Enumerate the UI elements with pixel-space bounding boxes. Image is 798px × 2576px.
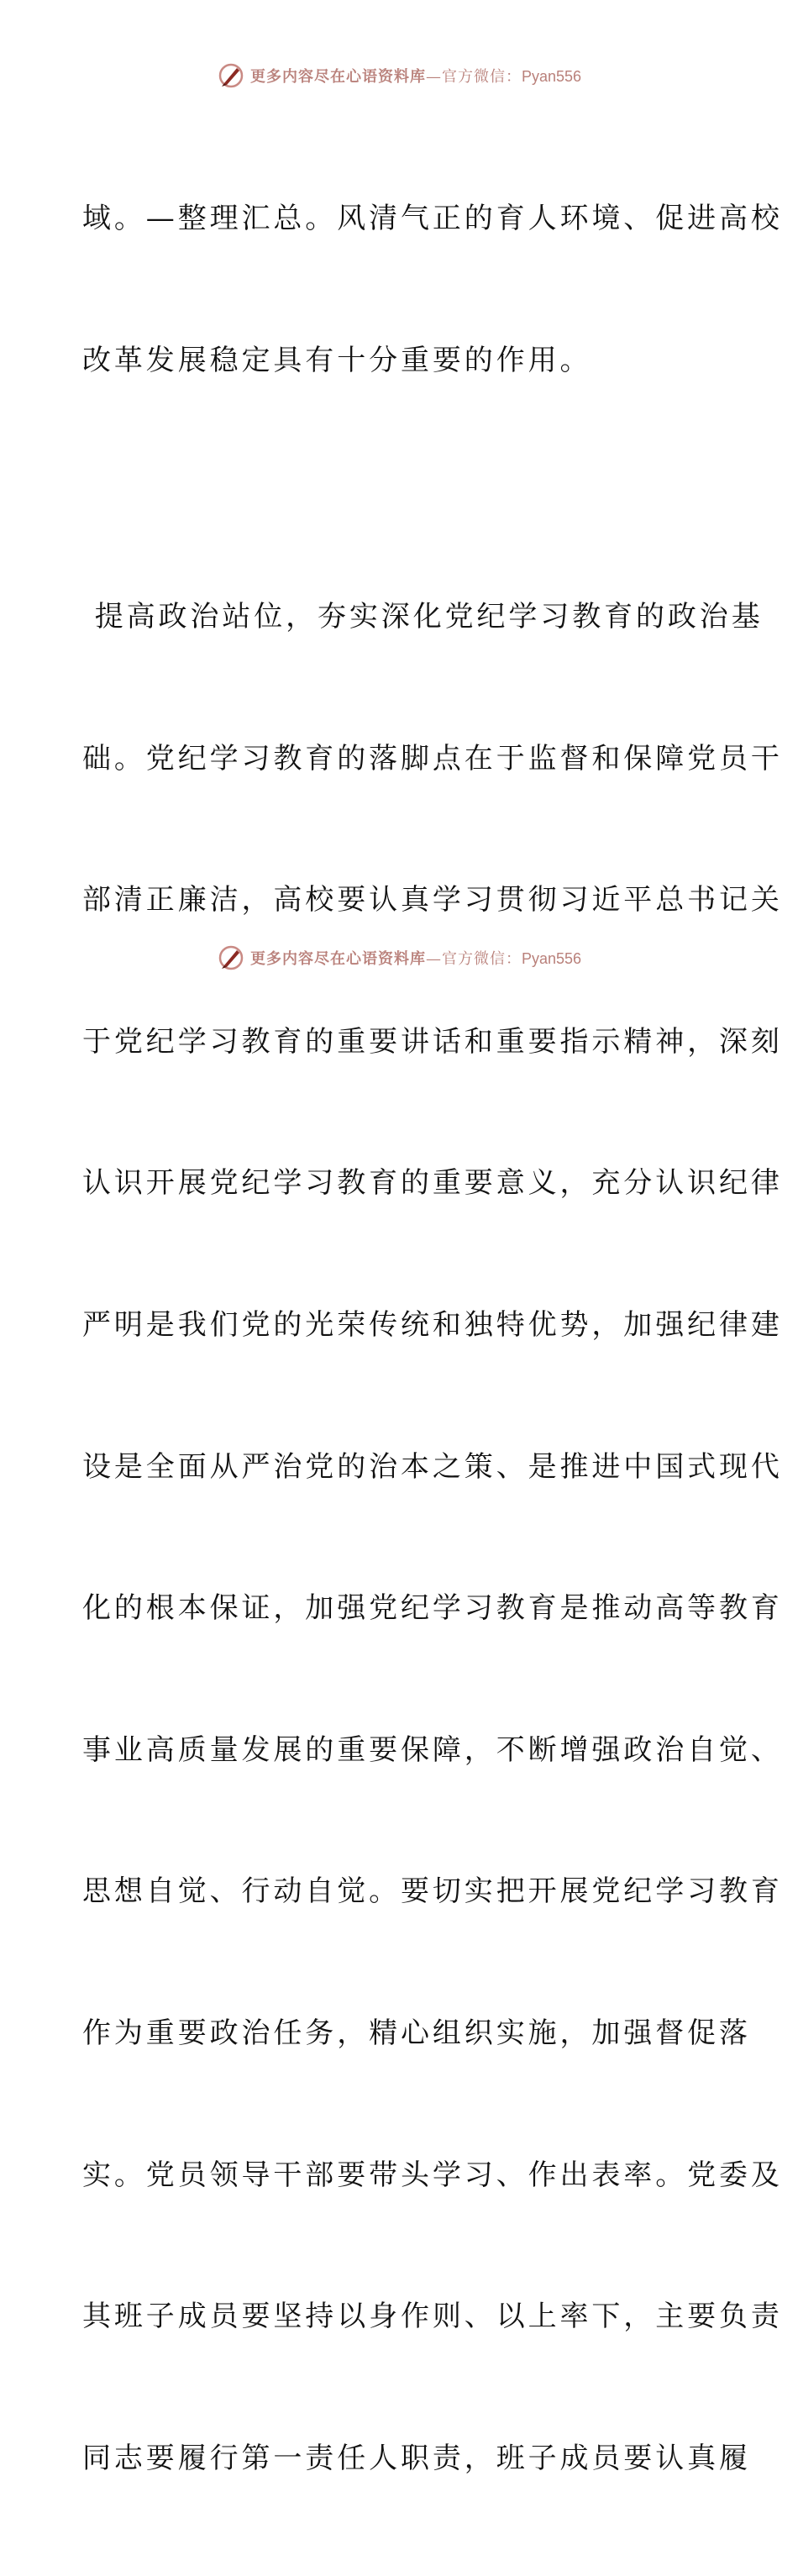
watermark-handle: Pyan556 — [521, 950, 582, 967]
text-line: 作为重要政治任务，精心组织实施，加强督促落 — [82, 2016, 751, 2050]
watermark-handle: Pyan556 — [521, 68, 582, 85]
paragraph-2 — [82, 499, 783, 2576]
quill-logo-icon — [217, 61, 245, 90]
watermark-separator: — — [425, 68, 442, 86]
watermark-official-label: 官方微信： — [441, 950, 522, 968]
text-line: 提高政治站位，夯实深化党纪学习教育的政治基 — [82, 600, 764, 633]
watermark-brand: 更多内容尽在心语资料库 — [249, 950, 426, 968]
watermark-official-label: 官方微信： — [441, 68, 522, 86]
text-line: 于党纪学习教育的重要讲话和重要指示精神，深刻 — [82, 1024, 783, 1059]
text-line: 设是全面从严治党的治本之策、是推进中国式现代 — [82, 1449, 783, 1484]
quill-logo-icon — [217, 944, 245, 972]
watermark-text — [250, 947, 581, 969]
watermark-brand: 更多内容尽在心语资料库 — [249, 68, 426, 86]
text-line: 部清正廉洁，高校要认真学习贯彻习近平总书记关 — [82, 883, 783, 917]
text-line: 域。—整理汇总。风清气正的育人环境、促进高校 — [82, 202, 783, 236]
text-line: 改革发展稳定具有十分重要的作用。 — [82, 344, 592, 377]
text-line: 思想自觉、行动自觉。要切实把开展党纪学习教育 — [82, 1874, 783, 1909]
watermark-separator: — — [425, 950, 442, 968]
document-body — [82, 101, 783, 2576]
text-line: 其班子成员要坚持以身作则、以上率下，主要负责 — [82, 2300, 783, 2334]
paragraph-1 — [82, 101, 783, 479]
text-line: 认识开展党纪学习教育的重要意义，充分认识纪律 — [82, 1166, 783, 1201]
watermark-text — [250, 65, 581, 87]
text-line: 实。党员领导干部要带头学习、作出表率。党委及 — [82, 2158, 783, 2192]
text-line: 同志要履行第一责任人职责，班子成员要认真履 — [82, 2441, 751, 2475]
text-line: 严明是我们党的光荣传统和独特优势，加强纪律建 — [82, 1307, 783, 1342]
text-line: 化的根本保证，加强党纪学习教育是推动高等教育 — [82, 1591, 783, 1626]
header-watermark — [0, 59, 798, 92]
text-line: 础。党纪学习教育的落脚点在于监督和保障党员干 — [82, 741, 783, 775]
footer-watermark — [0, 941, 798, 975]
text-line: 事业高质量发展的重要保障，不断增强政治自觉、 — [82, 1732, 783, 1767]
